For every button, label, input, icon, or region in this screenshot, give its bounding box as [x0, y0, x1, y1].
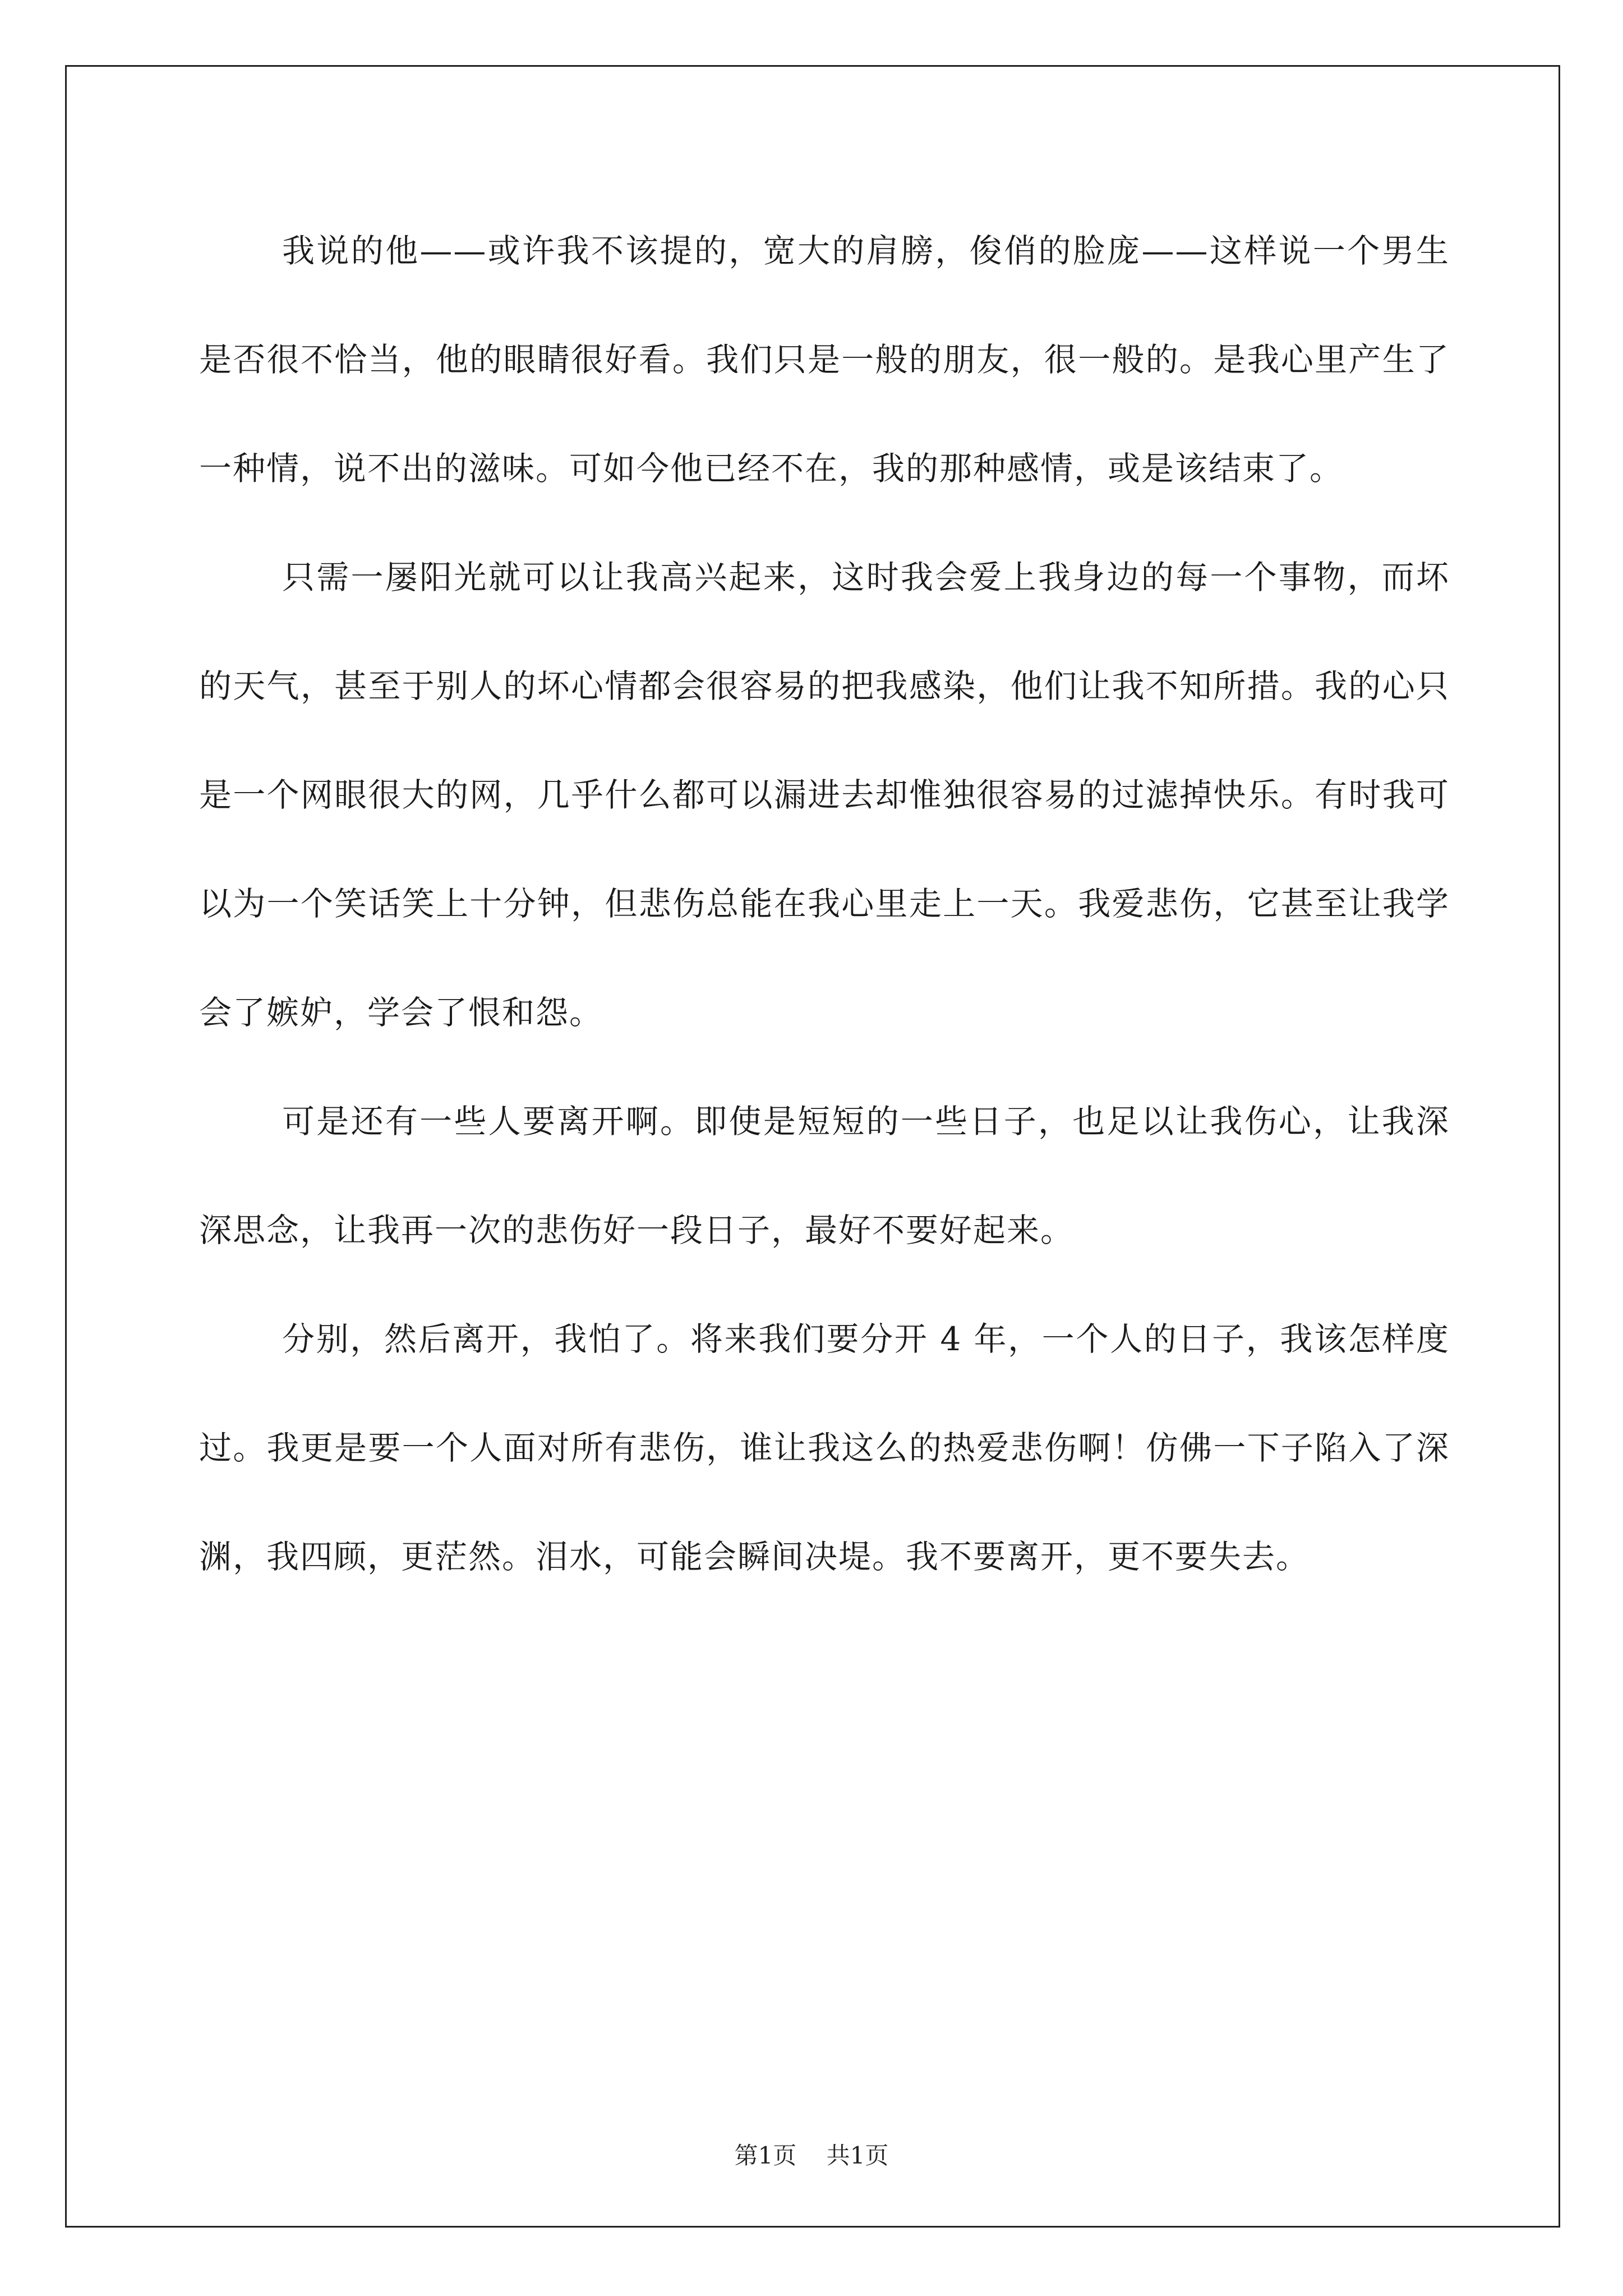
page-number-total: 共1页: [826, 2142, 889, 2169]
paragraph-2: 只需一屡阳光就可以让我高兴起来，这时我会爱上我身边的每一个事物，而坏的天气，甚至于别人的坏心情都会很容易的把我感染，他们让我不知所措。我的心只是一个网眼很大的网，几乎什么都可以漏进去却惟独很容易的过滤掉快乐。有时我可以为一个笑话笑上十分钟，但悲伤总能在我心里走上一天。我爱悲伤，它甚至让我学会了嫉妒，学会了恨和怨。: [199, 558, 1450, 1032]
page-number-current: 第1页: [734, 2142, 797, 2169]
document-body: [199, 196, 1450, 1611]
paragraph-1: 我说的他——或许我不该提的，宽大的肩膀，俊俏的脸庞——这样说一个男生是否很不恰当，他的眼睛很好看。我们只是一般的朋友，很一般的。是我心里产生了一种情，说不出的滋味。可如今他已经不在，我的那种感情，或是该结束了。: [199, 232, 1450, 487]
page-footer: [0, 2137, 1623, 2171]
paragraph-4: 分别，然后离开，我怕了。将来我们要分开 4 年，一个人的日子，我该怎样度过。我更是要一个人面对所有悲伤，谁让我这么的热爱悲伤啊！仿佛一下子陷入了深渊，我四顾，更茫然。泪水，可能会瞬间决堤。我不要离开，更不要失去。: [199, 1320, 1450, 1576]
paragraph-3: 可是还有一些人要离开啊。即使是短短的一些日子，也足以让我伤心，让我深深思念，让我再一次的悲伤好一段日子，最好不要好起来。: [199, 1102, 1450, 1249]
